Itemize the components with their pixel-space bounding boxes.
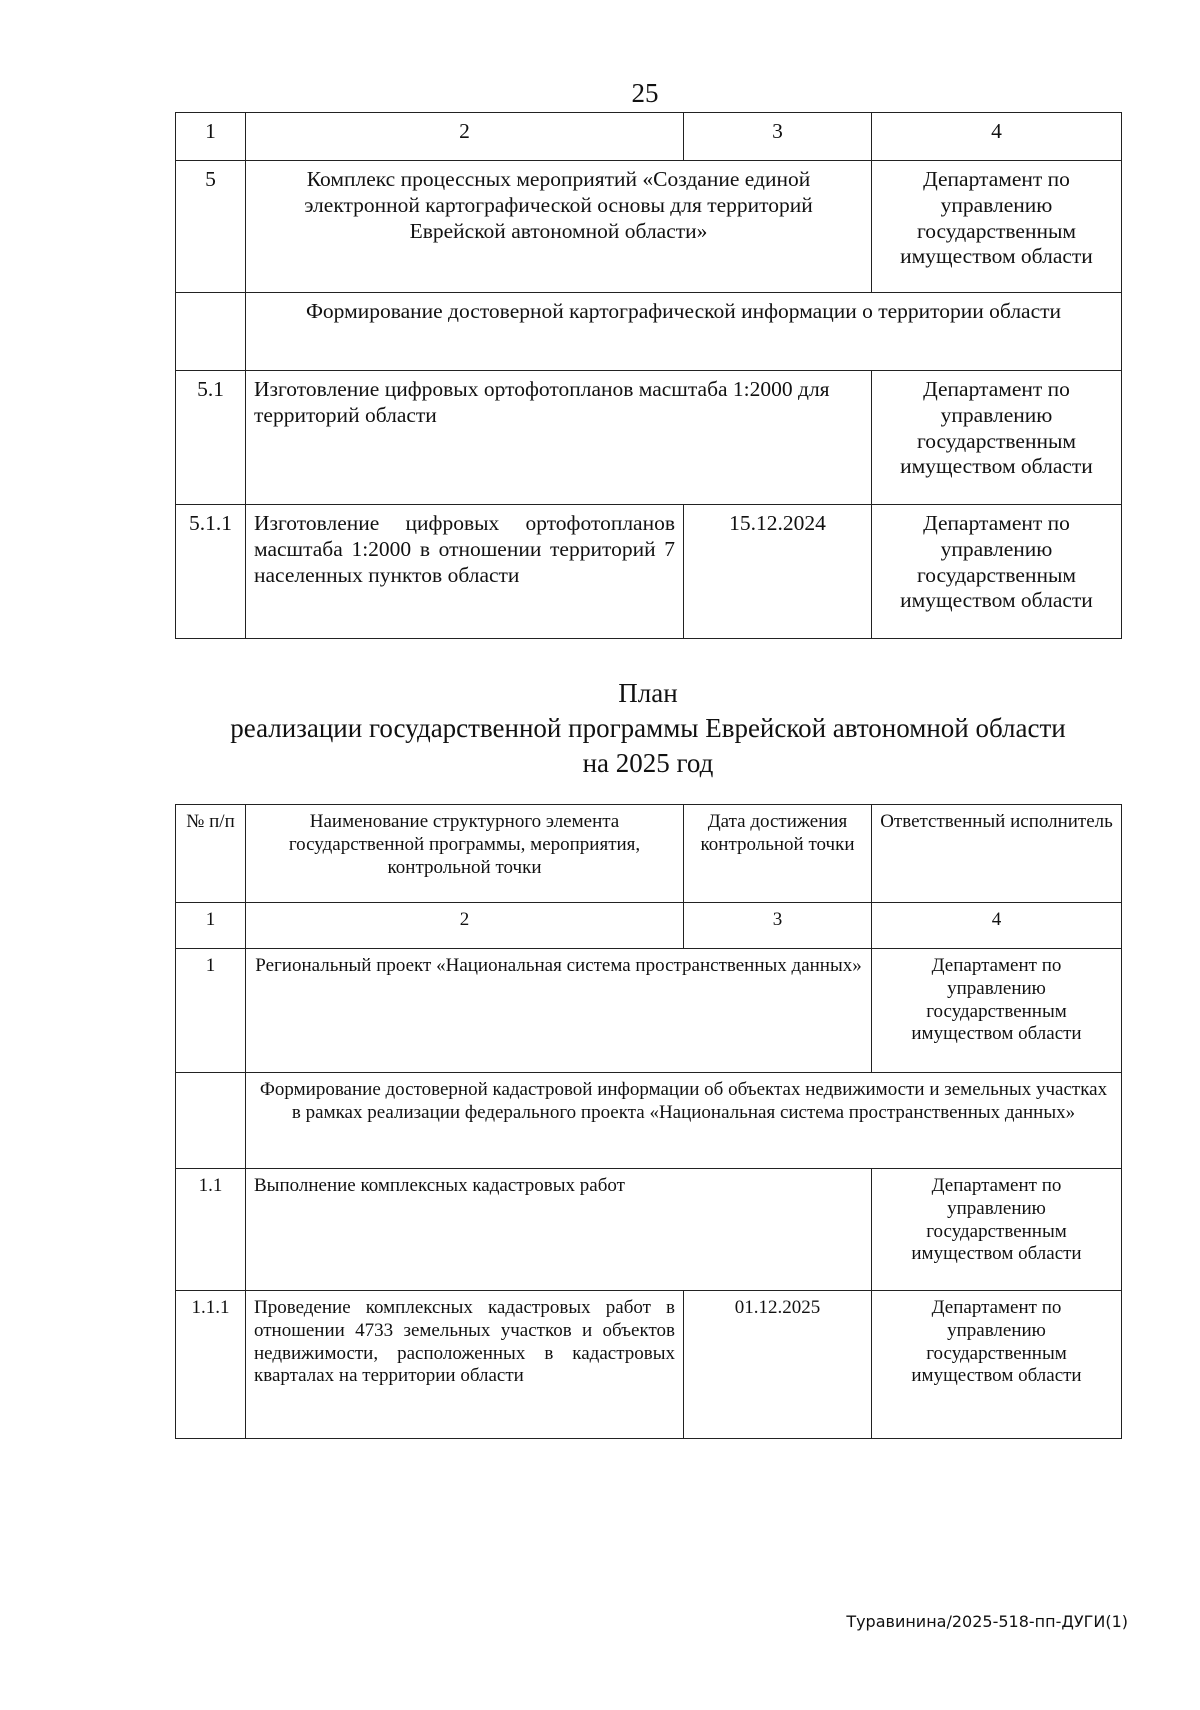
col-number-4: 4 [872,903,1122,949]
element-name: Проведение комплексных кадастровых работ в отношении 4733 земельных участков и объектов недвижимости, расположенных в кадастровых кварталах на территории области [246,1291,684,1439]
element-name: Комплекс процессных мероприятий «Создание единой электронной картографической основы для территорий Еврейской автономной области» [246,161,872,293]
col-number-1: 1 [176,903,246,949]
table-row [176,371,1122,505]
table-2025-plan [175,804,1122,1439]
table-row [176,949,1122,1073]
section-title: Формирование достоверной кадастровой информации об объектах недвижимости и земельных участках в рамках реализации федерального проекта «Национальная система пространственных данных» [246,1073,1122,1169]
table-row [176,1291,1122,1439]
plan-title: План [618,678,678,708]
control-date: 01.12.2025 [684,1291,872,1439]
table-row [176,161,1122,293]
table-header-row [176,113,1122,161]
row-number: 1.1 [176,1169,246,1291]
col-number-3: 3 [684,113,872,161]
plan-heading [175,676,1121,781]
table-2024-plan-continuation [175,112,1122,639]
row-number: 1 [176,949,246,1073]
responsible-executor: Департамент по управлению государственным имуществом области [872,371,1122,505]
row-number: 1.1.1 [176,1291,246,1439]
element-name: Региональный проект «Национальная система пространственных данных» [246,949,872,1073]
section-title: Формирование достоверной картографической информации о территории области [246,293,1122,371]
responsible-executor: Департамент по управлению государственным имуществом области [872,161,1122,293]
page-number: 25 [631,78,659,108]
element-name: Выполнение комплексных кадастровых работ [246,1169,872,1291]
responsible-executor: Департамент по управлению государственным имуществом области [872,505,1122,639]
column-header-date: Дата достижения контрольной точки [684,805,872,903]
empty-cell [176,1073,246,1169]
column-header-number: № п/п [176,805,246,903]
document-reference-footer: Туравинина/2025-518-пп-ДУГИ(1) [846,1612,1128,1631]
row-number: 5.1 [176,371,246,505]
section-row [176,293,1122,371]
control-date: 15.12.2024 [684,505,872,639]
table-row [176,1169,1122,1291]
element-name: Изготовление цифровых ортофотопланов масштаба 1:2000 для территорий области [246,371,872,505]
row-number: 5 [176,161,246,293]
section-row [176,1073,1122,1169]
table-row [176,505,1122,639]
column-header-name: Наименование структурного элемента государственной программы, мероприятия, контрольной точки [246,805,684,903]
col-number-3: 3 [684,903,872,949]
col-number-2: 2 [246,113,684,161]
table-header-row [176,805,1122,903]
row-number: 5.1.1 [176,505,246,639]
col-number-1: 1 [176,113,246,161]
plan-subtitle-line2: на 2025 год [582,748,714,779]
column-header-executor: Ответственный исполнитель [872,805,1122,903]
col-number-4: 4 [872,113,1122,161]
column-numbers-row [176,903,1122,949]
responsible-executor: Департамент по управлению государственным имуществом области [872,949,1122,1073]
element-name: Изготовление цифровых ортофотопланов масштаба 1:2000 в отношении территорий 7 населенных пунктов области [246,505,684,639]
empty-cell [176,293,246,371]
responsible-executor: Департамент по управлению государственным имуществом области [872,1169,1122,1291]
col-number-2: 2 [246,903,684,949]
responsible-executor: Департамент по управлению государственным имуществом области [872,1291,1122,1439]
plan-subtitle-line1: реализации государственной программы Еврейской автономной области [230,713,1066,744]
